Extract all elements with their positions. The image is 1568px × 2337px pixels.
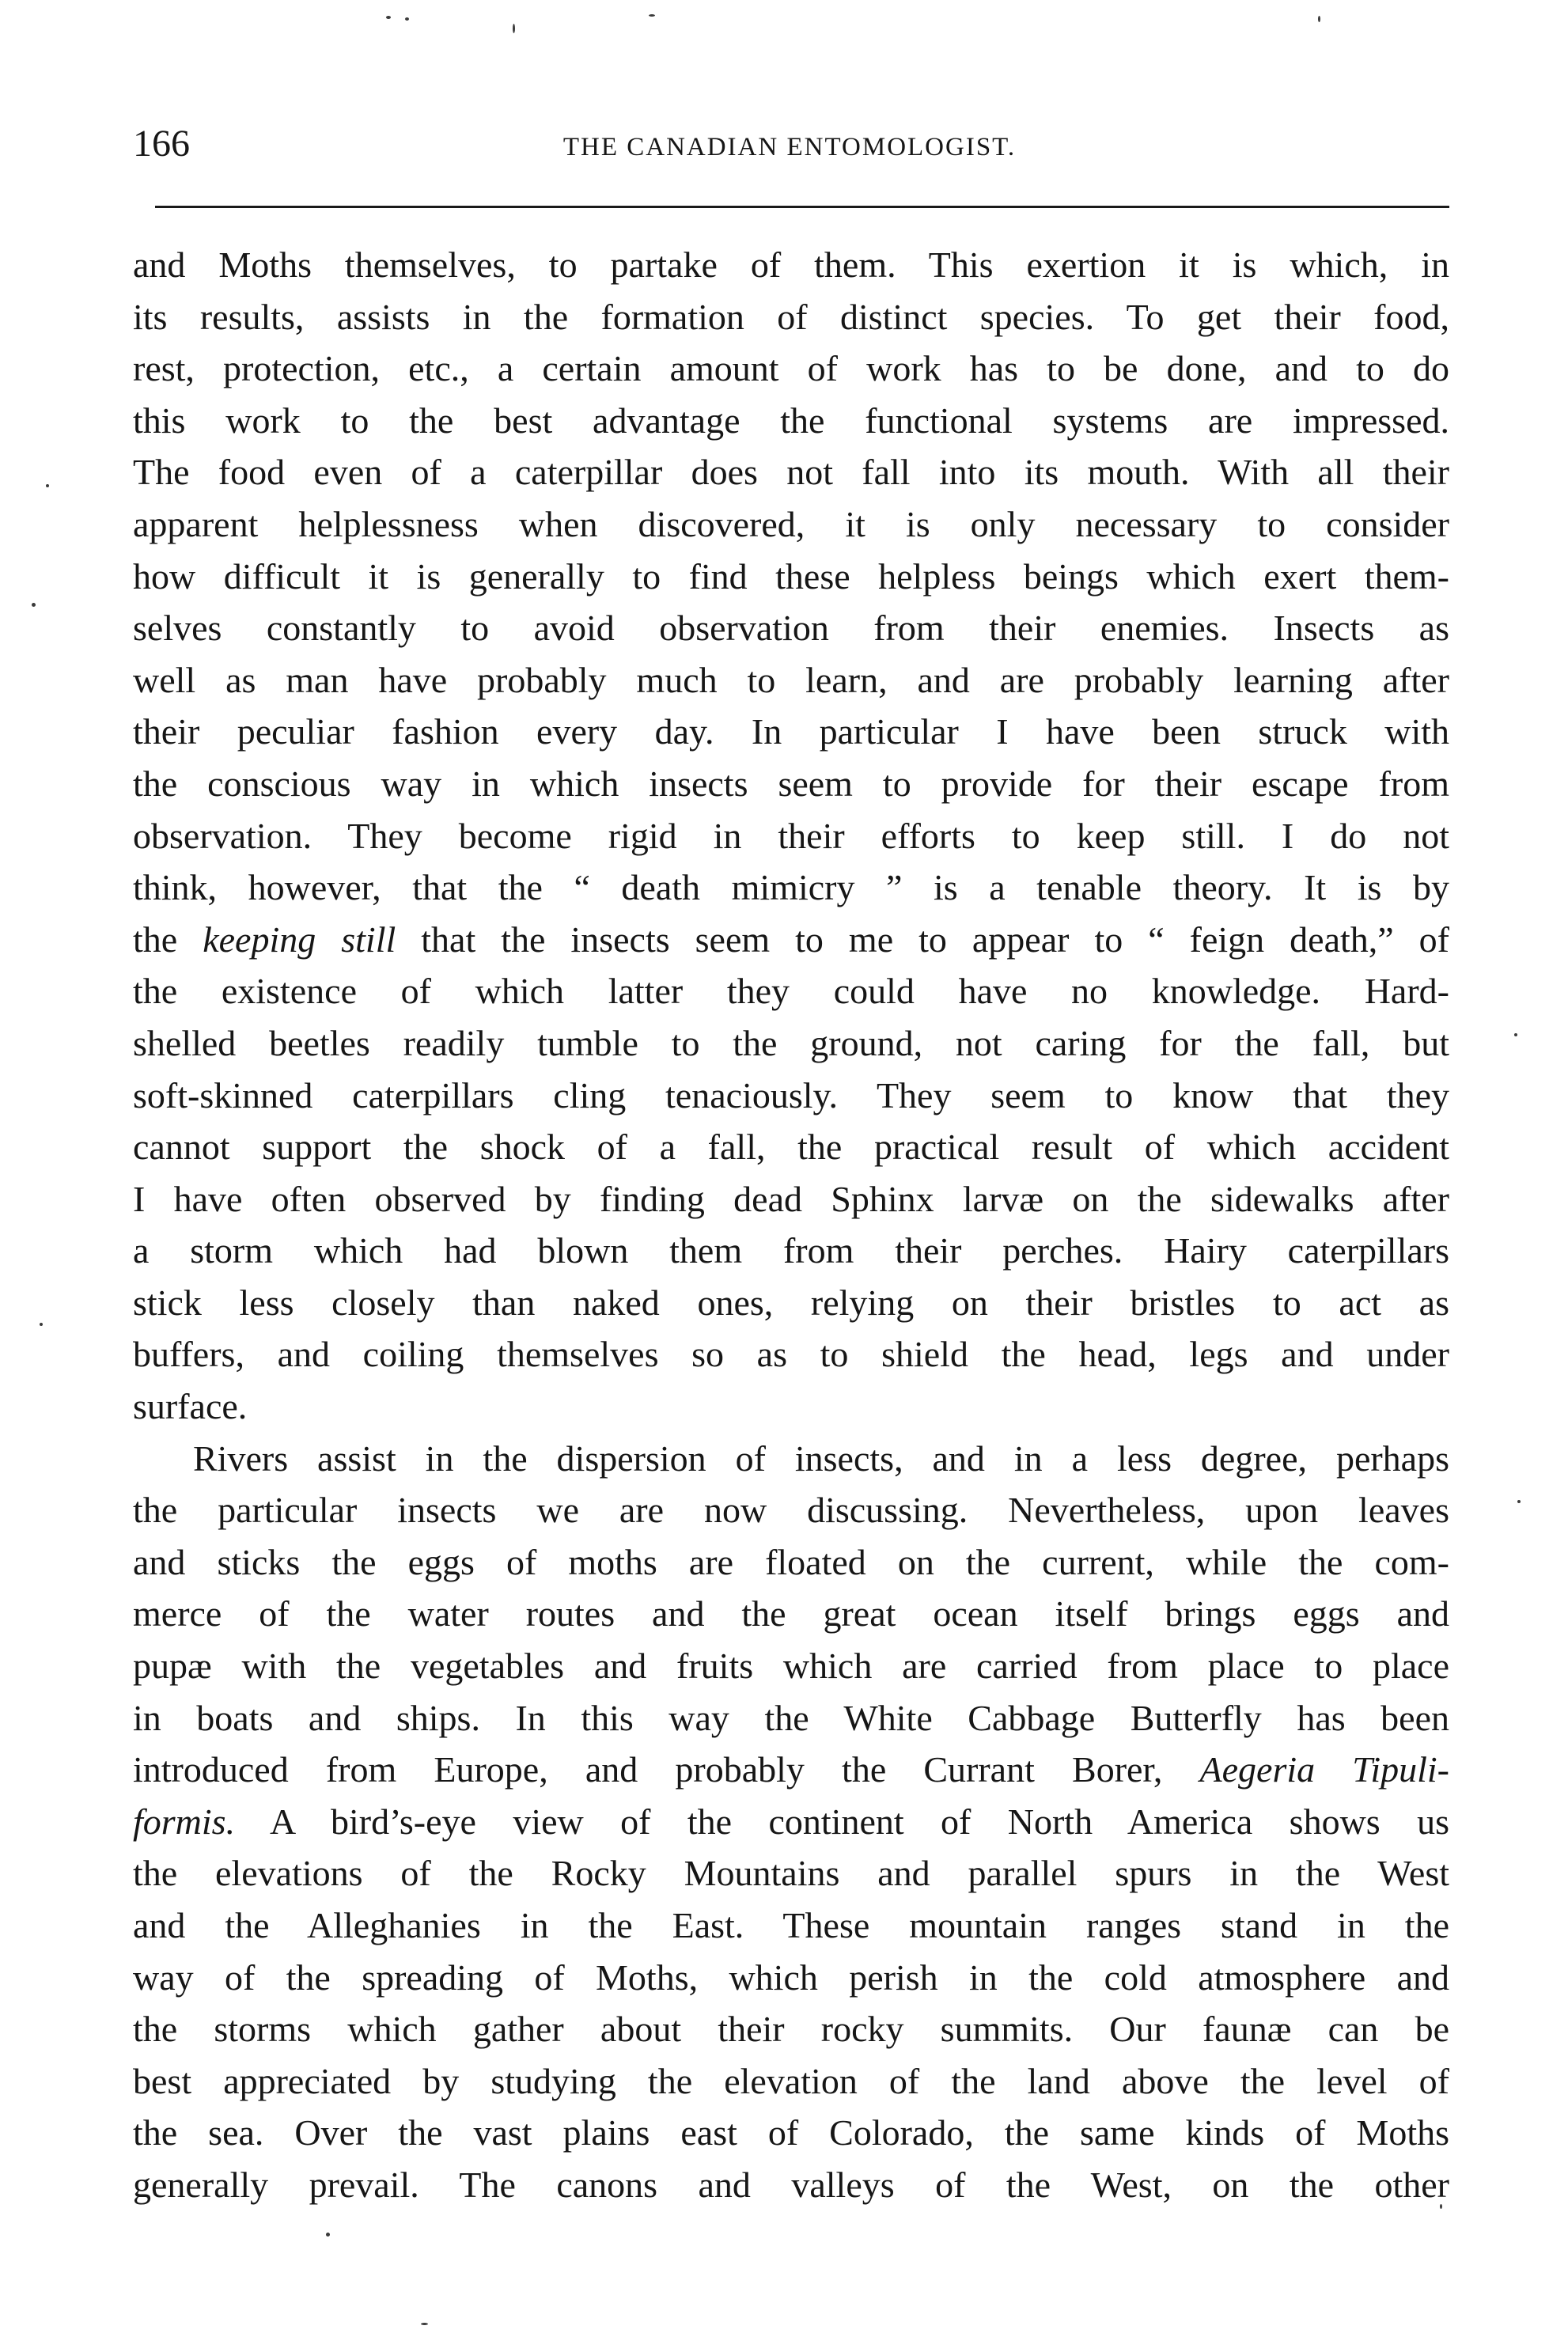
- body-text: [133, 239, 1449, 2211]
- text-line: selves constantly to avoid observation from their enemies. Insects as: [133, 608, 1449, 649]
- italic-phrase: keeping still: [203, 919, 396, 960]
- text-line: the particular insects we are now discussing. Nevertheless, upon leaves: [133, 1490, 1449, 1531]
- print-speck: [326, 2233, 330, 2237]
- text-line: in boats and ships. In this way the White Cabbage Butterfly has been: [133, 1697, 1449, 1738]
- text-line: I have often observed by finding dead Sphinx larvæ on the sidewalks after: [133, 1178, 1449, 1219]
- text-line: the storms which gather about their rocky summits. Our faunæ can be: [133, 2009, 1449, 2050]
- italic-phrase: Aegeria Tipuli-: [1199, 1749, 1449, 1790]
- paragraph-first-line: Rivers assist in the dispersion of insects, and in a less degree, perhaps: [193, 1437, 1449, 1479]
- text-line: The food even of a caterpillar does not fall into its mouth. With all their: [133, 452, 1449, 493]
- text-line: soft-skinned caterpillars cling tenaciously. They seem to know that they: [133, 1074, 1449, 1115]
- text-line: best appreciated by studying the elevation of the land above the level of: [133, 2060, 1449, 2101]
- print-speck: [649, 14, 655, 17]
- text-run: that the insects seem to me to appear to “ feign death,” of: [396, 919, 1450, 960]
- text-line: and sticks the eggs of moths are floated on the current, while the com-: [133, 1541, 1449, 1582]
- text-line: shelled beetles readily tumble to the ground, not caring for the fall, but: [133, 1022, 1449, 1063]
- page-number: 166: [133, 123, 190, 165]
- text-line: merce of the water routes and the great ocean itself brings eggs and: [133, 1593, 1449, 1634]
- text-line: how difficult it is generally to find these helpless beings which exert them-: [133, 555, 1449, 597]
- text-line: observation. They become rigid in their efforts to keep still. I do not: [133, 815, 1449, 856]
- paragraph-last-line: surface.: [133, 1386, 248, 1427]
- text-line: their peculiar fashion every day. In particular I have been struck with: [133, 711, 1449, 752]
- text-line: and the Alleghanies in the East. These mountain ranges stand in the: [133, 1905, 1449, 1945]
- text-line: well as man have probably much to learn, and are probably learning after: [133, 659, 1449, 700]
- text-line: a storm which had blown them from their perches. Hairy caterpillars: [133, 1230, 1449, 1271]
- page-header: [133, 120, 1446, 176]
- text-run: introduced from Europe, and probably the Currant Borer,: [133, 1749, 1200, 1790]
- text-line: stick less closely than naked ones, relying on their bristles to act as: [133, 1282, 1449, 1323]
- text-line: and Moths themselves, to partake of them. This exertion it is which, in: [133, 244, 1449, 285]
- text-line: think, however, that the “ death mimicry ” is a tenable theory. It is by: [133, 867, 1449, 908]
- print-speck: [1318, 16, 1320, 22]
- print-speck: [421, 2323, 428, 2325]
- header-rule: [155, 206, 1449, 208]
- text-line: way of the spreading of Moths, which perish in the cold atmosphere and: [133, 1956, 1449, 1998]
- text-line: pupæ with the vegetables and fruits which are carried from place to place: [133, 1646, 1449, 1687]
- text-line: this work to the best advantage the functional systems are impressed.: [133, 400, 1449, 441]
- text-line: generally prevail. The canons and valleys of the West, on the other: [133, 2164, 1449, 2205]
- text-run: the: [133, 919, 203, 960]
- text-line: cannot support the shock of a fall, the practical result of which accident: [133, 1127, 1449, 1168]
- text-line: rest, protection, etc., a certain amount of work has to be done, and to do: [133, 348, 1449, 389]
- print-speck: [513, 24, 515, 33]
- running-head: THE CANADIAN ENTOMOLOGIST.: [562, 133, 1017, 161]
- text-line: the sea. Over the vast plains east of Colorado, the same kinds of Moths: [133, 2112, 1449, 2153]
- text-line: apparent helplessness when discovered, it is only necessary to consider: [133, 503, 1449, 544]
- print-speck: [32, 603, 36, 607]
- text-line-with-italic: [133, 914, 1449, 966]
- print-speck: [40, 1323, 43, 1326]
- print-speck: [386, 16, 391, 19]
- italic-phrase: formis.: [133, 1801, 236, 1842]
- text-line: the existence of which latter they could have no knowledge. Hard-: [133, 971, 1449, 1012]
- print-speck: [46, 484, 49, 487]
- print-speck: [1517, 1500, 1521, 1503]
- text-line: buffers, and coiling themselves so as to shield the head, legs and under: [133, 1334, 1449, 1375]
- text-run: A bird’s-eye view of the continent of North America shows us: [235, 1801, 1449, 1842]
- print-speck: [405, 17, 409, 21]
- text-line: the elevations of the Rocky Mountains and parallel spurs in the West: [133, 1853, 1449, 1894]
- text-line-with-italic: [133, 1796, 1449, 1848]
- text-line: the conscious way in which insects seem to provide for their escape from: [133, 763, 1449, 804]
- print-speck: [1514, 1033, 1517, 1036]
- text-line-with-italic: [133, 1744, 1449, 1796]
- text-line: its results, assists in the formation of distinct species. To get their food,: [133, 296, 1449, 337]
